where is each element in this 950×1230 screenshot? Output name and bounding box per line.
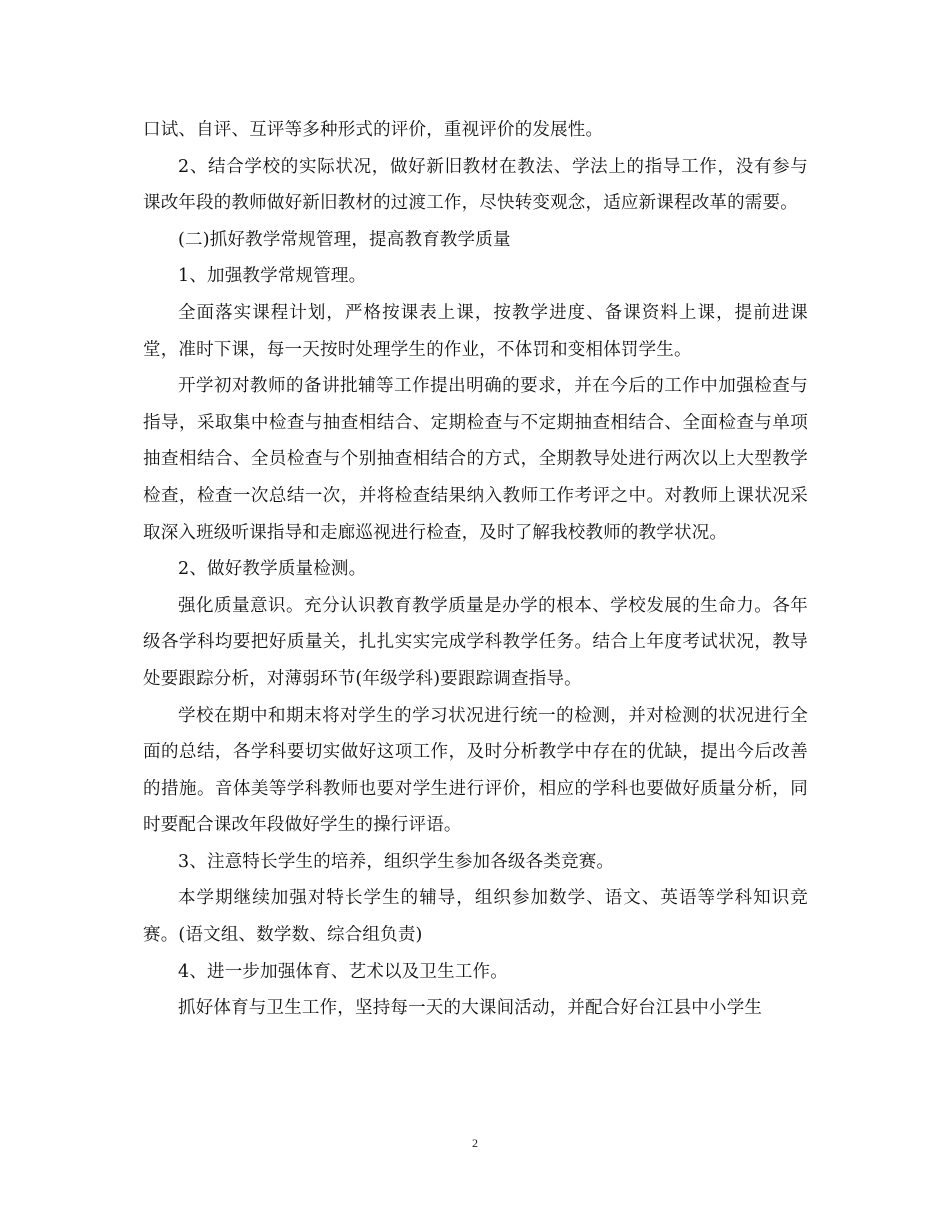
section-heading: (二)抓好教学常规管理，提高教育教学质量 (178, 229, 511, 250)
subsection-heading: 4、进一步加强体育、艺术以及卫生工作。 (178, 961, 508, 982)
paragraph: 本学期继续加强对特长学生的辅导，组织参加数学、语文、英语等学科知识竞赛。(语文组、数学数、综合组负责) (143, 888, 808, 946)
paragraph: 强化质量意识。充分认识教育教学质量是办学的根本、学校发展的生命力。各年级各学科均要把好质量关，扎扎实实完成学科教学任务。结合上年度考试状况，教导处要跟踪分析，对薄弱环节(年级学科)要跟踪调查指导。 (143, 595, 808, 689)
page-number: 2 (472, 1136, 478, 1150)
paragraph: 全面落实课程计划，严格按课表上课，按教学进度、备课资料上课，提前进课堂，准时下课，每一天按时处理学生的作业，不体罚和变相体罚学生。 (143, 302, 808, 360)
subsection-heading: 3、注意特长学生的培养，组织学生参加各级各类竞赛。 (178, 851, 615, 872)
paragraph: 2、结合学校的实际状况，做好新旧教材在教法、学法上的指导工作，没有参与课改年段的教师做好新旧教材的过渡工作，尽快转变观念，适应新课程改革的需要。 (143, 156, 808, 214)
subsection-heading: 2、做好教学质量检测。 (178, 559, 367, 580)
document-body (143, 112, 808, 1027)
paragraph: 学校在期中和期末将对学生的学习状况进行统一的检测，并对检测的状况进行全面的总结，各学科要切实做好这项工作，及时分析教学中存在的优缺，提出今后改善的措施。音体美等学科教师也要对学生进行评价，相应的学科也要做好质量分析，同时要配合课改年段做好学生的操行评语。 (143, 705, 808, 836)
paragraph: 口试、自评、互评等多种形式的评价，重视评价的发展性。 (143, 120, 604, 140)
paragraph: 抓好体育与卫生工作，坚持每一天的大课间活动，并配合好台江县中小学生 (178, 998, 763, 1019)
subsection-heading: 1、加强教学常规管理。 (178, 266, 367, 287)
paragraph: 开学初对教师的备讲批辅等工作提出明确的要求，并在今后的工作中加强检查与指导，采取集中检查与抽查相结合、定期检查与不定期抽查相结合、全面检查与单项抽查相结合、全员检查与个别抽查相结合的方式，全期教导处进行两次以上大型教学检查，检查一次总结一次，并将检查结果纳入教师工作考评之中。对教师上课状况采取深入班级听课指导和走廊巡视进行检查，及时了解我校教师的教学状况。 (143, 376, 808, 543)
